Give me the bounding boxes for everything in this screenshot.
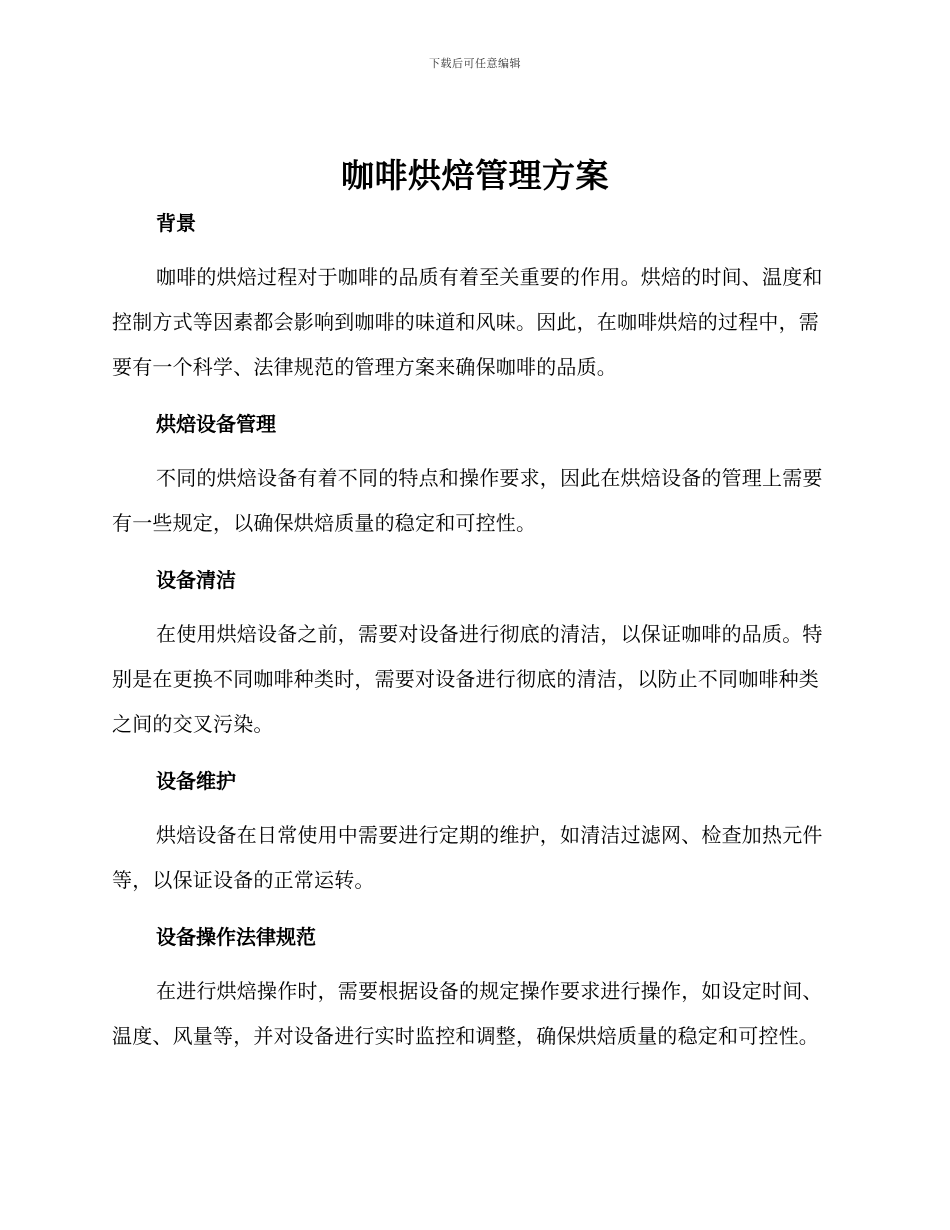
document-title: 咖啡烘焙管理方案 — [341, 156, 609, 195]
section-heading-equipment-maintenance: 设备维护 — [156, 769, 236, 793]
header-note: 下载后可任意编辑 — [429, 57, 521, 70]
section-heading-operation-rules: 设备操作法律规范 — [156, 925, 316, 949]
section-paragraph-equipment-maintenance: 烘焙设备在日常使用中需要进行定期的维护，如清洁过滤网、检查加热元件等，以保证设备的正常运转。 — [112, 823, 823, 892]
document-body — [112, 203, 832, 1073]
section-heading-equipment-management: 烘焙设备管理 — [156, 412, 276, 436]
section-paragraph-equipment-management: 不同的烘焙设备有着不同的特点和操作要求，因此在烘焙设备的管理上需要有一些规定，以确保烘焙质量的稳定和可控性。 — [112, 466, 823, 535]
section-heading-equipment-cleaning: 设备清洁 — [156, 568, 236, 592]
section-paragraph-equipment-cleaning: 在使用烘焙设备之前，需要对设备进行彻底的清洁，以保证咖啡的品质。特别是在更换不同咖啡种类时，需要对设备进行彻底的清洁，以防止不同咖啡种类之间的交叉污染。 — [112, 622, 823, 736]
section-heading-background: 背景 — [156, 211, 196, 235]
section-paragraph-background: 咖啡的烘焙过程对于咖啡的品质有着至关重要的作用。烘焙的时间、温度和控制方式等因素都会影响到咖啡的味道和风味。因此，在咖啡烘焙的过程中，需要有一个科学、法律规范的管理方案来确保咖啡的品质。 — [112, 265, 823, 379]
section-paragraph-operation-rules: 在进行烘焙操作时，需要根据设备的规定操作要求进行操作，如设定时间、温度、风量等，并对设备进行实时监控和调整，确保烘焙质量的稳定和可控性。 — [112, 979, 823, 1048]
